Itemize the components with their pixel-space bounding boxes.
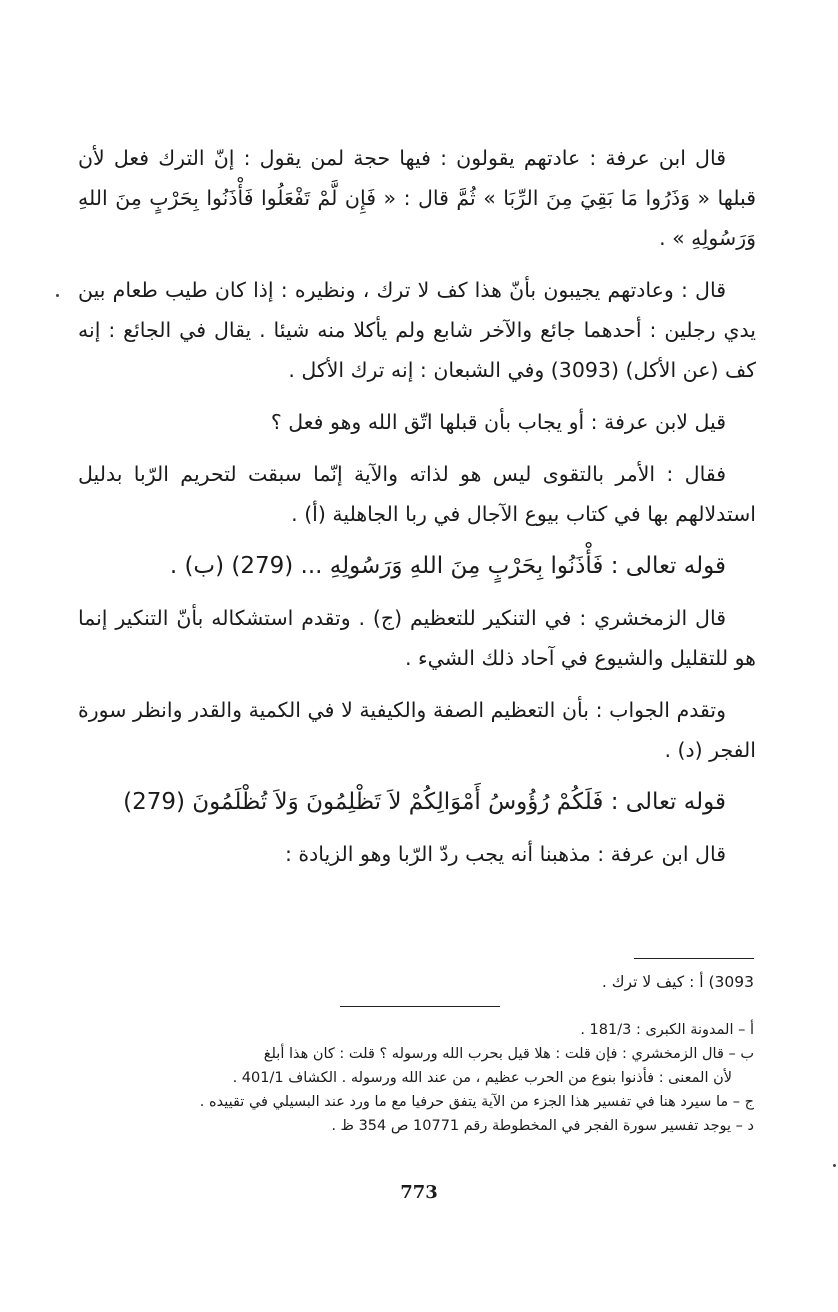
- note-separator-rule: [634, 958, 754, 959]
- paragraph-kaff-la-tark: قال : وعادتهم يجيبون بأنّ هذا كف لا ترك ، ونظيره : إذا كان طيب طعام بين يدي رجلين : أحدهما جائع والآخر شابع ولم يأكلا منه شيئا . يقال في الجائع : إنه كف (عن الأكل) (3093) وفي الشبعان : إنه ترك الأكل .: [78, 278, 756, 382]
- footnote-dal: د – يوجد تفسير سورة الفجر في المخطوطة رقم 10771 ص 354 ظ .: [331, 1118, 754, 1134]
- footnote-jim: ج – ما سيرد هنا في تفسير هذا الجزء من الآية يتفق حرفيا مع ما ورد عند البسيلي في تقييده .: [199, 1094, 754, 1110]
- paragraph-verse-harb: قوله تعالى : فَأْذَنُوا بِحَرْبٍ مِنَ اللهِ وَرَسُولِهِ ... (279) (ب) .: [169, 553, 726, 579]
- paragraph-zamakhshari: قال الزمخشري : في التنكير للتعظيم (ج) . وتقدم استشكاله بأنّ التنكير إنما هو للتقليل والشيوع في آحاد ذلك الشيء .: [78, 606, 756, 670]
- scan-speck: [833, 1164, 836, 1167]
- paragraph-ibn-arafa-riba: قال ابن عرفة : مذهبنا أنه يجب ردّ الرّبا وهو الزيادة :: [284, 842, 726, 866]
- footnote-ba-continuation: لأن المعنى : فأذنوا بنوع من الحرب عظيم ، من عند الله ورسوله . الكشاف 401/1 .: [232, 1070, 732, 1086]
- scan-speck: [56, 294, 59, 297]
- main-text: [78, 138, 756, 874]
- marginal-note-3093: 3093) أ : كيف لا ترك .: [601, 973, 754, 991]
- paragraph-ibn-arafa-1: قال ابن عرفة : عادتهم يقولون : فيها حجة لمن يقول : إنّ الترك فعل لأن قبلها « وَذَرُوا مَا بَقِيَ مِنَ الرِّبَا » ثُمَّ قال : « فَإِن لَّمْ تَفْعَلُوا فَأْذَنُوا بِحَرْبٍ مِنَ اللهِ وَرَسُولِهِ » .: [78, 146, 756, 250]
- footnote-alif: أ – المدونة الكبرى : 181/3 .: [580, 1022, 754, 1038]
- paragraph-question: قيل لابن عرفة : أو يجاب بأن قبلها اتّق الله وهو فعل ؟: [270, 410, 726, 434]
- paragraph-taqwa-answer: فقال : الأمر بالتقوى ليس هو لذاته والآية إنّما سبقت لتحريم الرّبا بدليل استدلالهم بها في كتاب بيوع الآجال في ربا الجاهلية (أ) .: [78, 462, 756, 526]
- paragraph-verse-ruus-amwal: قوله تعالى : فَلَكُمْ رُؤُوسُ أَمْوَالِكُمْ لاَ تَظْلِمُونَ وَلاَ تُظْلَمُونَ (279): [123, 789, 726, 815]
- footnote-ba: ب – قال الزمخشري : فإن قلت : هلا قيل بحرب الله ورسوله ؟ قلت : كان هذا أبلغ: [263, 1046, 754, 1062]
- paragraph-answer-tadhim: وتقدم الجواب : بأن التعظيم الصفة والكيفية لا في الكمية والقدر وانظر سورة الفجر (د) .: [78, 698, 756, 762]
- page-number: 773: [400, 1182, 438, 1203]
- footnote-separator-rule: [340, 1006, 500, 1007]
- footnotes: [74, 1018, 754, 1138]
